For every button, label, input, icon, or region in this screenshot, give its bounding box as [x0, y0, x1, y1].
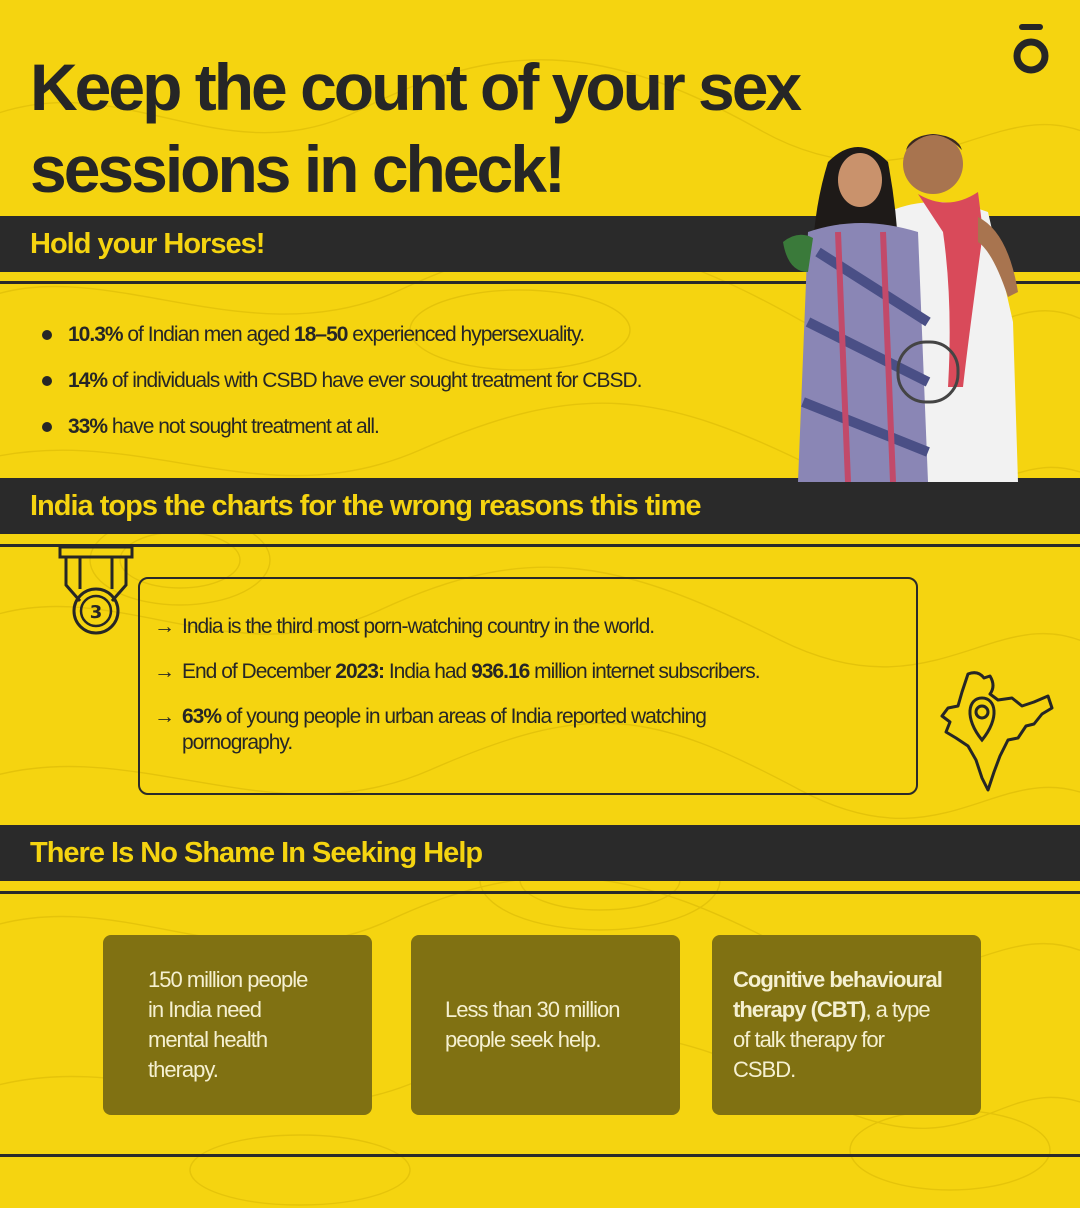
- card-text: people seek help.: [445, 1027, 601, 1052]
- medal-number: 3: [89, 602, 103, 623]
- stat-text: pornography.: [182, 731, 293, 754]
- card-text-bold: therapy (CBT): [733, 997, 866, 1022]
- india-map-pin-icon: [938, 668, 1056, 796]
- card-text: CSBD.: [733, 1057, 796, 1082]
- stat-text: India is the third most porn-watching country in the world.: [182, 615, 655, 638]
- divider: [0, 544, 1080, 547]
- stat-value: 2023:: [335, 660, 384, 683]
- info-card-seek-help: [411, 935, 680, 1115]
- bullet-dot-icon: [42, 422, 52, 432]
- list-item: [42, 312, 802, 358]
- list-item: [154, 614, 654, 640]
- section-heading-india-tops: [0, 478, 1080, 534]
- stat-text: million internet subscribers.: [529, 660, 760, 683]
- stats-bullet-list: [42, 312, 802, 450]
- stat-value: 33%: [68, 415, 108, 438]
- section-heading-text: India tops the charts for the wrong reasons this time: [30, 489, 701, 522]
- stat-text: of individuals with CSBD have ever sought treatment for CBSD.: [107, 369, 642, 392]
- bottom-divider: [0, 1154, 1080, 1157]
- card-text: in India need: [148, 997, 261, 1022]
- info-card-cbt: [712, 935, 981, 1115]
- stat-text: of Indian men aged: [122, 323, 295, 346]
- card-text: , a type: [865, 997, 930, 1022]
- arrow-right-icon: →: [154, 660, 174, 683]
- arrow-right-icon: →: [154, 705, 174, 728]
- card-text: of talk therapy for: [733, 1027, 884, 1052]
- list-item: [42, 404, 802, 450]
- card-text: Less than 30 million: [445, 997, 620, 1022]
- card-text: 150 million people: [148, 967, 308, 992]
- card-text: mental health: [148, 1027, 268, 1052]
- section-heading-text: There Is No Shame In Seeking Help: [30, 836, 483, 869]
- stat-text: End of December: [182, 660, 336, 683]
- stats-box: [138, 577, 918, 795]
- stat-text: experienced hypersexuality.: [347, 323, 585, 346]
- divider: [0, 891, 1080, 894]
- list-item: [42, 358, 802, 404]
- couple-photo: [778, 122, 1038, 482]
- section-heading-seek-help: [0, 825, 1080, 881]
- stat-value: 10.3%: [68, 323, 123, 346]
- stat-text: India had: [383, 660, 472, 683]
- section-heading-text: Hold your Horses!: [30, 227, 265, 260]
- list-item: [154, 659, 760, 685]
- card-text: therapy.: [148, 1057, 218, 1082]
- medal-icon: [58, 545, 134, 637]
- bullet-dot-icon: [42, 376, 52, 386]
- stat-text: have not sought treatment at all.: [107, 415, 379, 438]
- bullet-dot-icon: [42, 330, 52, 340]
- stat-text: of young people in urban areas of India reported watching: [221, 705, 706, 728]
- list-item: [154, 704, 706, 756]
- stat-value: 63%: [182, 705, 222, 728]
- info-card-therapy-need: [103, 935, 372, 1115]
- stat-value: 18–50: [294, 323, 348, 346]
- stat-value: 14%: [68, 369, 108, 392]
- brand-logo-icon: [1010, 22, 1052, 74]
- arrow-right-icon: →: [154, 615, 174, 638]
- card-text-bold: Cognitive behavioural: [733, 967, 942, 992]
- title-line-1: Keep the count of your sex: [30, 50, 800, 124]
- stat-value: 936.16: [471, 660, 530, 683]
- title-line-2: sessions in check!: [30, 132, 563, 206]
